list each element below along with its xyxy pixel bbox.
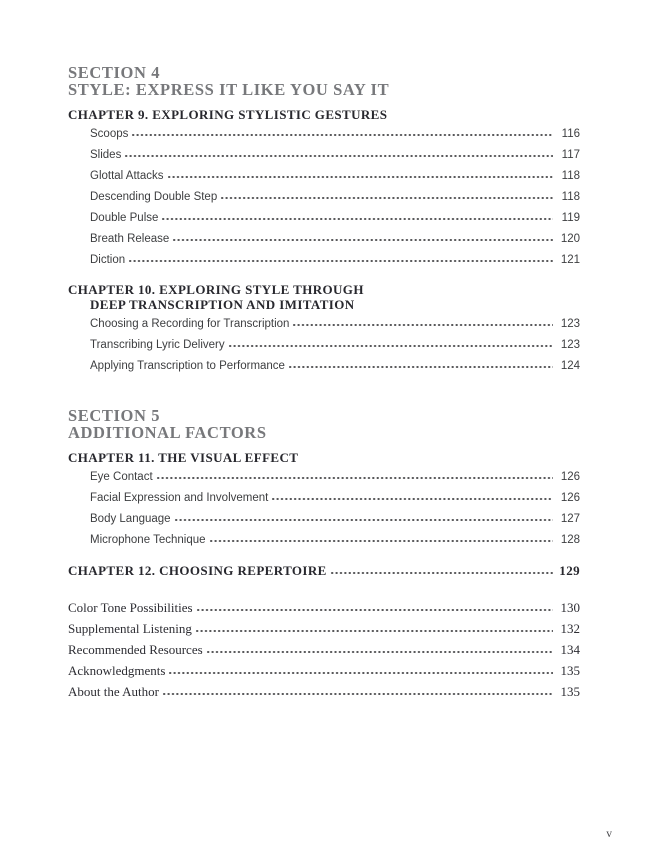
- chapter-11-entries: [68, 471, 580, 555]
- dot-leader: [209, 539, 553, 544]
- toc-entry-descending-double-step[interactable]: [68, 191, 580, 212]
- entry-label: Color Tone Possibilities: [68, 600, 193, 615]
- entry-page: 123: [560, 318, 580, 330]
- dot-leader: [288, 365, 553, 370]
- entry-page: 124: [560, 360, 580, 372]
- toc-entry-double-pulse[interactable]: [68, 212, 580, 233]
- dot-leader: [156, 476, 553, 481]
- entry-page: 118: [561, 191, 580, 203]
- entry-label: Slides: [90, 149, 122, 161]
- entry-label: Transcribing Lyric Delivery: [90, 339, 225, 351]
- toc-entry-body-language[interactable]: [68, 513, 580, 534]
- entry-label: About the Author: [68, 684, 159, 699]
- entry-page: 127: [560, 513, 580, 525]
- dot-leader: [167, 175, 553, 180]
- entry-page: 121: [560, 254, 580, 266]
- toc-entry-about-the-author[interactable]: [68, 684, 580, 705]
- entry-page: 129: [559, 563, 580, 578]
- entry-label: Scoops: [90, 128, 129, 140]
- dot-leader: [172, 238, 553, 243]
- dot-leader: [161, 217, 553, 222]
- dot-leader: [206, 650, 553, 655]
- toc-entry-color-tone[interactable]: [68, 600, 580, 621]
- dot-leader: [124, 154, 553, 159]
- dot-leader: [195, 629, 553, 634]
- dot-leader: [228, 344, 553, 349]
- entry-page: 118: [561, 170, 580, 182]
- toc-content: [68, 64, 580, 705]
- dot-leader: [220, 196, 553, 201]
- entry-label: Glottal Attacks: [90, 170, 164, 182]
- chapter-12-heading: CHAPTER 12. CHOOSING REPERTOIRE: [68, 563, 327, 578]
- toc-entry-slides[interactable]: [68, 149, 580, 170]
- toc-entry-chapter-12[interactable]: [68, 563, 580, 584]
- section-5-kicker: SECTION 5: [68, 406, 161, 425]
- page-folio: v: [606, 828, 612, 840]
- entry-page: 135: [560, 663, 580, 678]
- chapter-11-heading: CHAPTER 11. THE VISUAL EFFECT: [68, 450, 299, 465]
- entry-page: 117: [561, 149, 580, 161]
- entry-page: 120: [560, 233, 580, 245]
- toc-entry-facial-expression[interactable]: [68, 492, 580, 513]
- chapter-9-heading: CHAPTER 9. EXPLORING STYLISTIC GESTURES: [68, 107, 388, 122]
- dot-leader: [330, 571, 553, 576]
- toc-entry-applying-transcription[interactable]: [68, 360, 580, 381]
- entry-label: Body Language: [90, 513, 171, 525]
- entry-label: Eye Contact: [90, 471, 153, 483]
- section-4-kicker: SECTION 4: [68, 63, 161, 82]
- dot-leader: [271, 497, 553, 502]
- dot-leader: [168, 671, 553, 676]
- chapter-10-heading-line2: DEEP TRANSCRIPTION AND IMITATION: [90, 297, 355, 312]
- entry-label: Acknowledgments: [68, 663, 166, 678]
- entry-label: Supplemental Listening: [68, 621, 192, 636]
- toc-entry-choosing-recording[interactable]: [68, 318, 580, 339]
- dot-leader: [128, 259, 553, 264]
- entry-page: 130: [560, 600, 580, 615]
- toc-entry-microphone-technique[interactable]: [68, 534, 580, 555]
- toc-entry-supplemental-listening[interactable]: [68, 621, 580, 642]
- entry-page: 132: [560, 621, 580, 636]
- section-5-title: ADDITIONAL FACTORS: [68, 423, 267, 442]
- entry-page: 119: [561, 212, 580, 224]
- entry-label: Microphone Technique: [90, 534, 206, 546]
- entry-label: Double Pulse: [90, 212, 159, 224]
- entry-page: 123: [560, 339, 580, 351]
- entry-page: 134: [560, 642, 580, 657]
- chapter-10-heading-line1: CHAPTER 10. EXPLORING STYLE THROUGH: [68, 282, 364, 297]
- chapter-10-entries: [68, 318, 580, 381]
- toc-entry-breath-release[interactable]: [68, 233, 580, 254]
- entry-page: 126: [560, 492, 580, 504]
- entry-label: Recommended Resources: [68, 642, 203, 657]
- back-matter-entries: [68, 600, 580, 705]
- chapter-9-entries: [68, 128, 580, 275]
- dot-leader: [174, 518, 553, 523]
- entry-page: 126: [560, 471, 580, 483]
- entry-label: Facial Expression and Involvement: [90, 492, 269, 504]
- entry-page: 135: [560, 684, 580, 699]
- entry-label: Descending Double Step: [90, 191, 218, 203]
- entry-label: Diction: [90, 254, 126, 266]
- entry-page: 116: [561, 128, 580, 140]
- toc-entry-recommended-resources[interactable]: [68, 642, 580, 663]
- dot-leader: [292, 323, 553, 328]
- entry-label: Breath Release: [90, 233, 170, 245]
- toc-entry-scoops[interactable]: [68, 128, 580, 149]
- section-4-block: [68, 64, 580, 381]
- section-4-title: STYLE: EXPRESS IT LIKE YOU SAY IT: [68, 80, 390, 99]
- toc-entry-glottal-attacks[interactable]: [68, 170, 580, 191]
- toc-entry-acknowledgments[interactable]: [68, 663, 580, 684]
- dot-leader: [162, 692, 553, 697]
- toc-entry-diction[interactable]: [68, 254, 580, 275]
- dot-leader: [131, 133, 553, 138]
- section-5-block: [68, 407, 580, 584]
- dot-leader: [196, 608, 553, 613]
- entry-label: Choosing a Recording for Transcription: [90, 318, 290, 330]
- toc-entry-transcribing-lyric[interactable]: [68, 339, 580, 360]
- entry-label: Applying Transcription to Performance: [90, 360, 285, 372]
- toc-entry-eye-contact[interactable]: [68, 471, 580, 492]
- entry-page: 128: [560, 534, 580, 546]
